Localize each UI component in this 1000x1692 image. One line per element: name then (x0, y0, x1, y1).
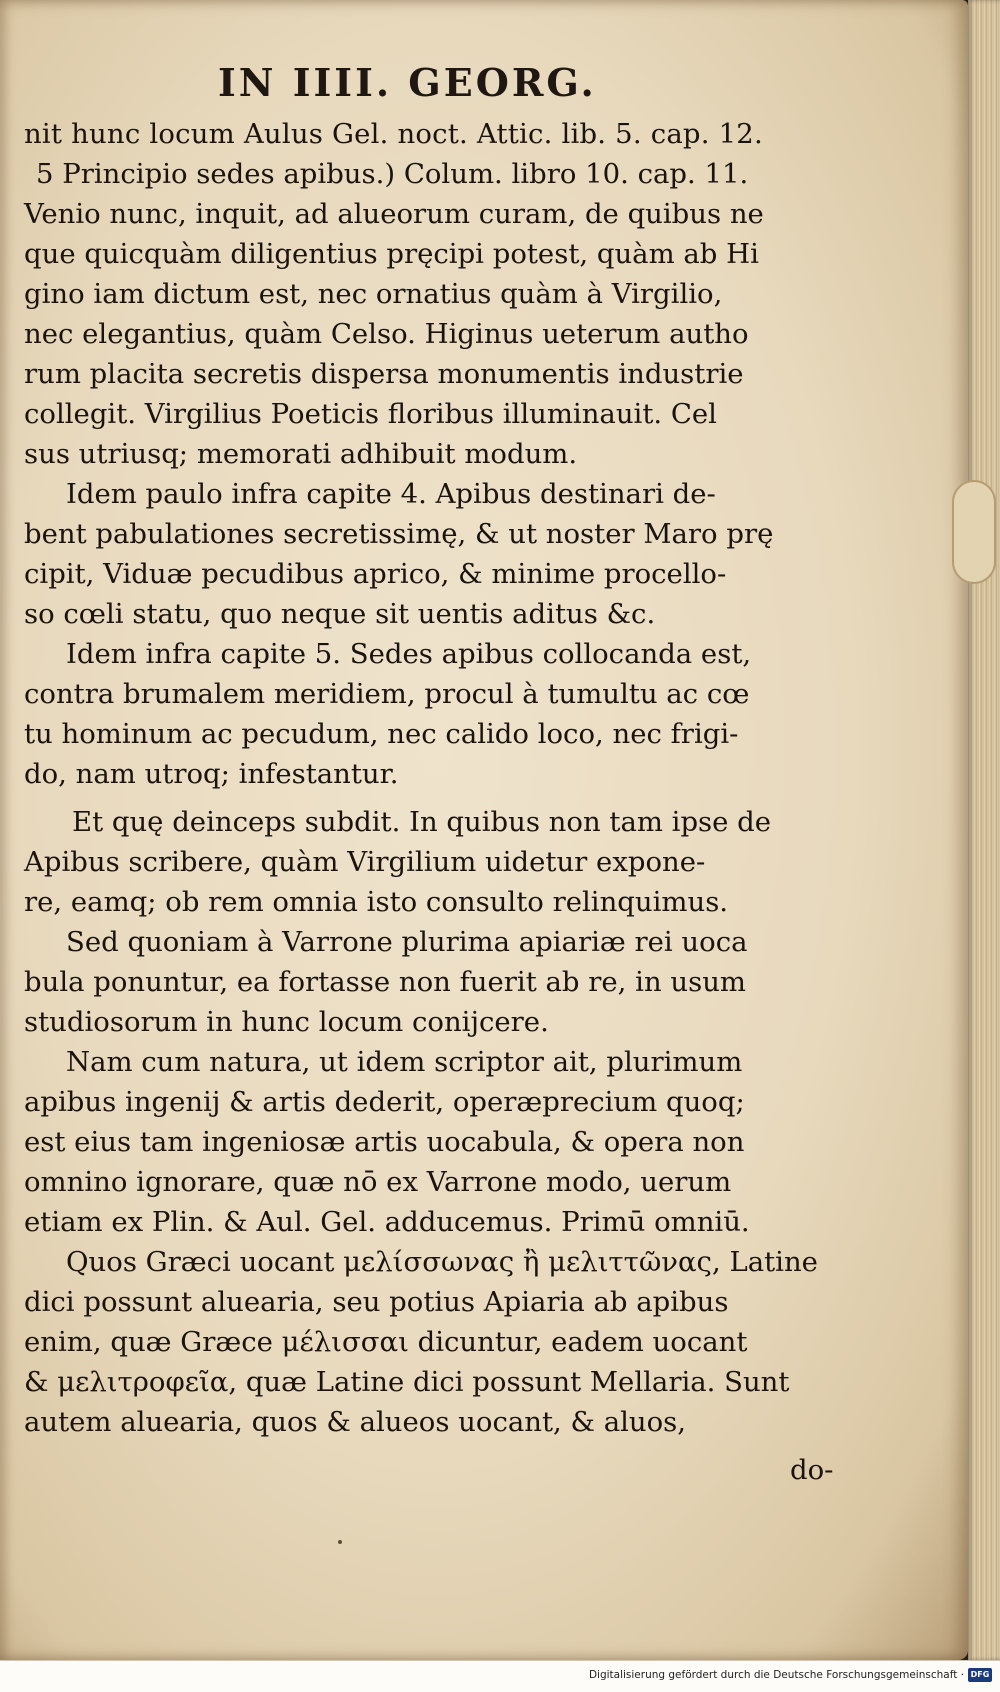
text-line: Nam cum natura, ut idem scriptor ait, plurimum (66, 1046, 743, 1078)
running-head: IN IIII. GEORG. (218, 60, 597, 105)
text-line: Et quę deinceps subdit. In quibus non tam ipse de (72, 806, 772, 838)
paragraph-gap (24, 794, 856, 802)
footer-credit: Digitalisierung gefördert durch die Deutsche Forschungsgemeinschaft · (588, 1669, 964, 1681)
text-line: so cœli statu, quo neque sit uentis aditus &c. (24, 598, 656, 630)
text-line: Apibus scribere, quàm Virgilium uidetur expone- (24, 846, 706, 878)
body-text (24, 114, 856, 1442)
text-line: Idem infra capite 5. Sedes apibus collocanda est, (66, 638, 752, 670)
text-line: omnino ignorare, quæ nō ex Varrone modo, uerum (24, 1166, 732, 1198)
text-line: enim, quæ Græce μέλισσαι dicuntur, eadem uocant (24, 1326, 748, 1358)
text-line: que quicquàm diligentius pręcipi potest, quàm ab Hi (24, 238, 759, 270)
text-line: bent pabulationes secretissimę, & ut noster Maro prę (24, 518, 774, 550)
text-line: est eius tam ingeniosæ artis uocabula, & opera non (24, 1126, 745, 1158)
text-line: cipit, Viduæ pecudibus aprico, & minime procello- (24, 558, 727, 590)
text-line: autem aluearia, quos & alueos uocant, & aluos, (24, 1406, 687, 1438)
text-line: re, eamq; ob rem omnia isto consulto relinquimus. (24, 886, 729, 918)
text-line: rum placita secretis dispersa monumentis industrie (24, 358, 744, 390)
text-line: etiam ex Plin. & Aul. Gel. adducemus. Primū omniū. (24, 1206, 750, 1238)
footer-strip (0, 1660, 1000, 1692)
text-line: 5 Principio sedes apibus.) Colum. libro 10. cap. 11. (36, 158, 749, 190)
text-line: Venio nunc, inquit, ad alueorum curam, de quibus ne (24, 198, 764, 230)
text-line: Idem paulo infra capite 4. Apibus destinari de- (66, 478, 716, 510)
text-line: collegit. Virgilius Poeticis floribus illuminauit. Cel (24, 398, 717, 430)
clasp-mark (952, 480, 996, 584)
dfg-logo: DFG (968, 1668, 992, 1682)
text-line: apibus ingenij & artis dederit, operæprecium quoq; (24, 1086, 745, 1118)
page-edges (968, 0, 1000, 1660)
text-line: dici possunt aluearia, seu potius Apiaria ab apibus (24, 1286, 729, 1318)
catchword: do- (790, 1454, 834, 1486)
text-line: & μελιτροφεῖα, quæ Latine dici possunt Mellaria. Sunt (24, 1366, 790, 1398)
text-line: sus utriusq; memorati adhibuit modum. (24, 438, 578, 470)
text-line: gino iam dictum est, nec ornatius quàm à Virgilio, (24, 278, 723, 310)
text-line: studiosorum in hunc locum conijcere. (24, 1006, 549, 1038)
text-line: nec elegantius, quàm Celso. Higinus ueterum autho (24, 318, 749, 350)
text-line: nit hunc locum Aulus Gel. noct. Attic. lib. 5. cap. 12. (24, 118, 763, 150)
text-line: Sed quoniam à Varrone plurima apiariæ rei uoca (66, 926, 748, 958)
text-line: do, nam utroq; infestantur. (24, 758, 399, 790)
ink-speck (338, 1540, 342, 1544)
text-line: Quos Græci uocant μελίσσωνας ἢ μελιττῶνας, Latine (66, 1246, 818, 1278)
text-line: tu hominum ac pecudum, nec calido loco, nec frigi- (24, 718, 739, 750)
text-line: contra brumalem meridiem, procul à tumultu ac cœ (24, 678, 750, 710)
text-line: bula ponuntur, ea fortasse non fuerit ab re, in usum (24, 966, 747, 998)
